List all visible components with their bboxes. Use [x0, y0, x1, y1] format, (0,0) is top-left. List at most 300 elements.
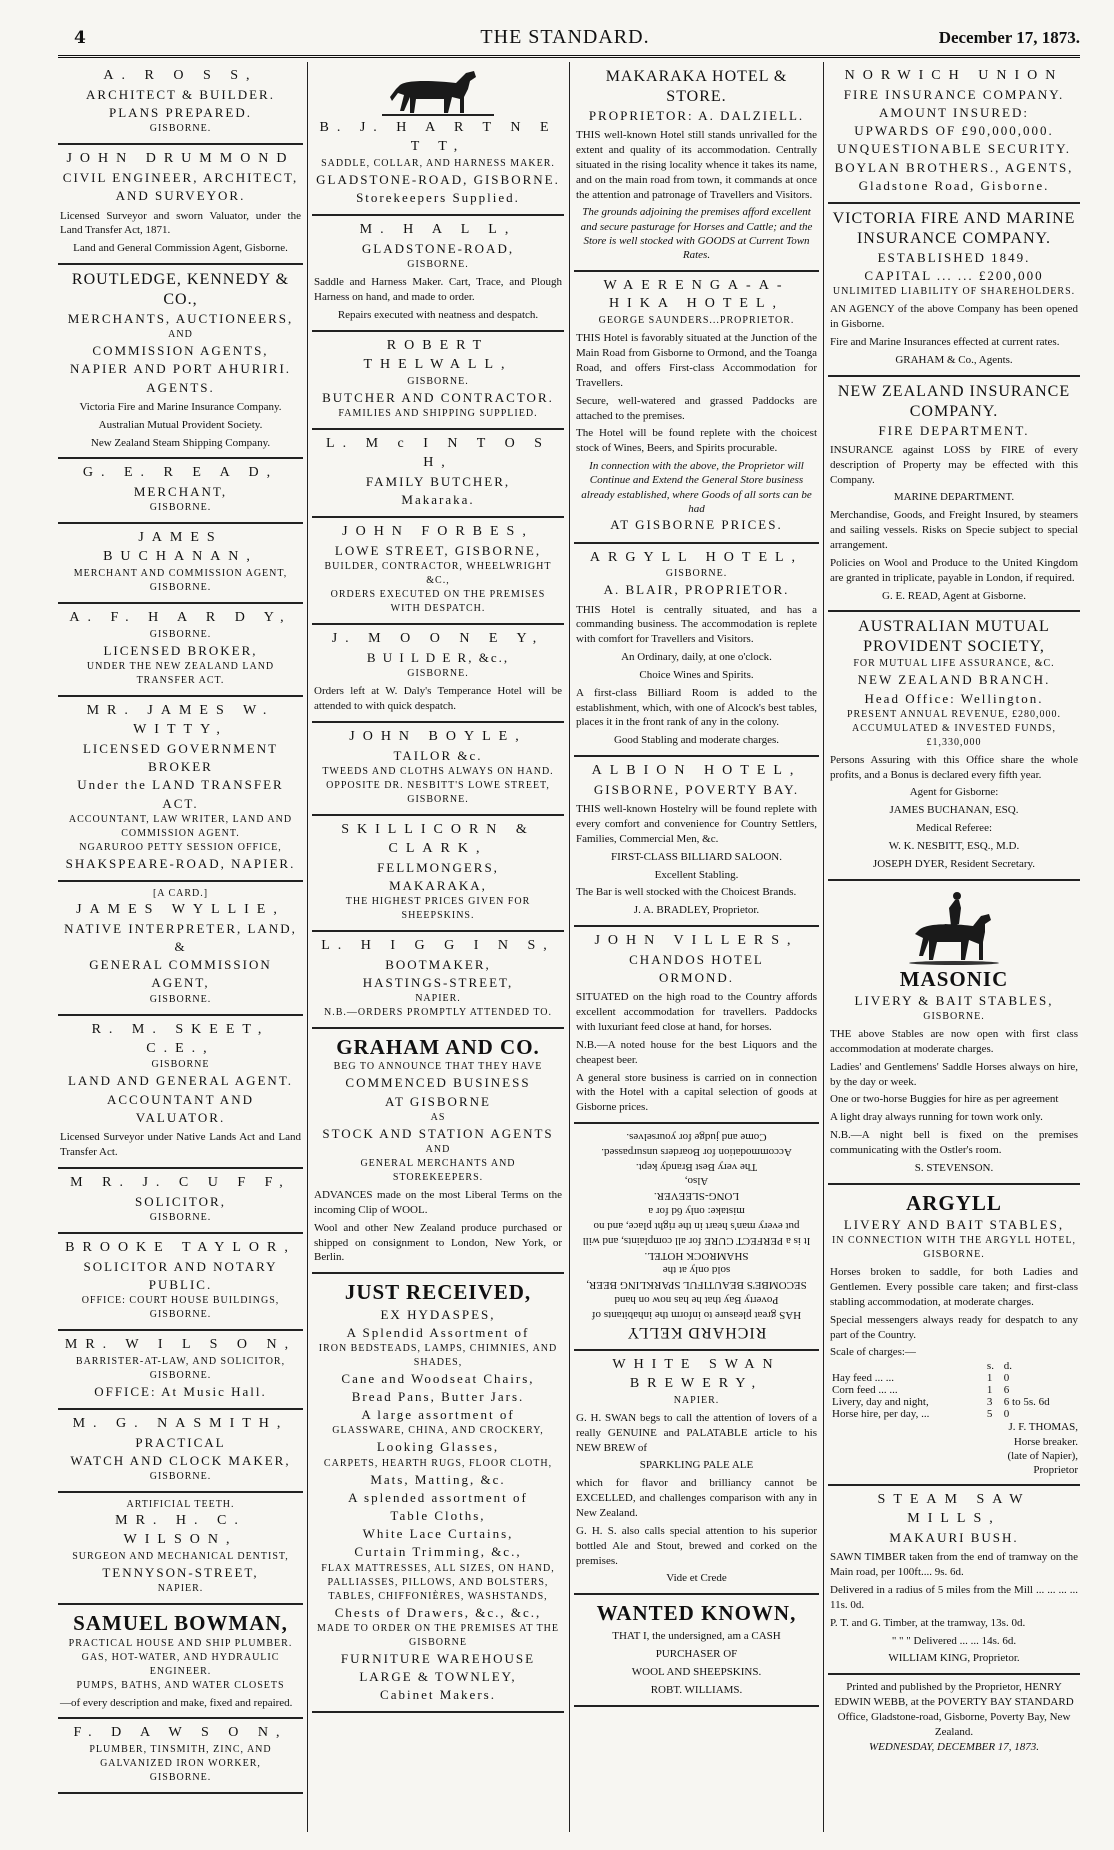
ad-paragraph: Vide et Crede: [666, 1572, 727, 1585]
ad-line: UNLIMITED LIABILITY OF SHAREHOLDERS.: [832, 286, 1076, 298]
charges-cell: Horse hire, per day, ...: [832, 1408, 930, 1421]
advertisement: [574, 544, 819, 758]
ad-line: PUMPS, BATHS, AND WATER CLOSETS: [76, 1679, 285, 1691]
ad-line: FIRE DEPARTMENT.: [878, 422, 1030, 438]
ad-line: UNDER THE NEW ZEALAND LAND TRANSFER ACT.: [86, 661, 275, 687]
ad-paragraph: Excellent Stabling.: [654, 868, 739, 881]
ad-paragraph: Policies on Wool and Produce to the United Kingdom are granted in triplicate, payable in London, if required.: [830, 556, 1078, 584]
advertisement: [828, 1486, 1080, 1675]
advertisement: [312, 723, 564, 816]
ad-heading: R. M. SKEET, C.E.,: [91, 1021, 270, 1056]
ad-heading: L. H I G G I N S,: [321, 937, 555, 953]
ad-line: LICENSED GOVERNMENT BROKER: [82, 741, 279, 775]
horse-engraving: [378, 67, 498, 119]
ad-heading: JAMES WYLLIE,: [76, 902, 285, 917]
ad-line: GISBORNE: [408, 1636, 467, 1648]
advertisement: [58, 1605, 303, 1719]
ad-paragraph: THAT I, the undersigned, am a CASH: [612, 1630, 781, 1643]
ad-paragraph: Persons Assuring with this Office share the whole profits, and a Bonus is declared every fifth year.: [830, 753, 1078, 781]
ad-line: TABLES, CHIFFONIÈRES, WASHSTANDS,: [328, 1590, 548, 1602]
ad-line: UPWARDS OF £90,000,000.: [854, 123, 1054, 139]
ad-paragraph: Victoria Fire and Marine Insurance Company.: [79, 400, 282, 413]
ad-line: ORMOND.: [658, 970, 735, 986]
ad-heading: WAERENGA-A-HIKA HOTEL,: [603, 277, 790, 312]
ad-heading: ARGYLL HOTEL,: [589, 549, 804, 565]
column-rule: [569, 62, 570, 1832]
ad-line: Bread Pans, Butter Jars.: [351, 1389, 525, 1405]
ad-line: SURGEON AND MECHANICAL DENTIST,: [72, 1551, 289, 1563]
ad-heading: A. R O S S,: [103, 68, 258, 83]
ad-heading: L. M c I N T O S H,: [326, 435, 550, 470]
ad-line: OFFICE: At Music Hall.: [94, 1383, 267, 1399]
ad-line: GISBORNE.: [149, 582, 212, 594]
charges-row: [830, 1372, 1078, 1384]
advertisement: [574, 927, 819, 1124]
charges-row: [830, 1408, 1078, 1420]
ad-heading: ROBERT THELWALL,: [363, 337, 513, 372]
ad-heading: A. F. H A R D Y,: [69, 610, 292, 626]
ad-line: NEW ZEALAND BRANCH.: [857, 672, 1051, 688]
ad-paragraph: N.B.—A noted house for the best Liquors and the cheapest beer.: [576, 1038, 817, 1066]
ad-italic-note: In connection with the above, the Proprietor will Continue and Extend the General Store business already established, where Goods of all sorts can be had: [581, 460, 812, 516]
ad-line: MERCHANTS, AUCTIONEERS,: [67, 311, 294, 327]
advertisement: [58, 882, 303, 1016]
ad-paragraph: It is a PERFECT CURE for all complaints, and will put every man's heart in the right place, and no mistake: only 6d for a: [582, 1205, 811, 1247]
ad-paragraph: Medical Referee:: [915, 822, 993, 835]
ad-line: PLUMBER, TINSMITH, ZINC, AND GALVANIZED IRON WORKER,: [89, 1744, 272, 1770]
ad-line: LARGE & TOWNLEY,: [359, 1668, 517, 1684]
ad-paragraph: THIS well-known Hotel still stands unrivalled for the extent and quality of its accommodation. Centrally situated in the rising locality whence it takes its name, and on the main road from town, it commands at once the attention and patronage of Travellers and Visitors.: [576, 129, 817, 201]
advertisement: [574, 1351, 819, 1595]
ad-line: BOYLAN BROTHERS., AGENTS,: [834, 159, 1074, 175]
ad-heading: MR. W I L S O N,: [64, 1337, 297, 1353]
ad-heading: SKILLICORN & CLARK,: [341, 821, 535, 856]
advertisement: [58, 1719, 303, 1794]
advertisement: [58, 697, 303, 882]
ad-heading: BROOKE TAYLOR,: [65, 1239, 296, 1255]
advertisement: [312, 216, 564, 332]
ad-paragraph: Land and General Commission Agent, Gisborne.: [73, 242, 288, 255]
ad-line: PLANS PREPARED.: [109, 105, 252, 121]
ad-line: NAPIER AND PORT AHURIRI.: [69, 361, 292, 377]
ad-line: GISBORNE.: [923, 1249, 985, 1261]
ad-paragraph: SITUATED on the high road to the Country affords excellent accommodation for travellers. Paddocks with luxuriant feed close at hand, for horses.: [576, 991, 817, 1034]
ad-line: GLADSTONE-ROAD, GISBORNE.: [316, 171, 560, 187]
ad-line: PRACTICAL HOUSE AND SHIP PLUMBER.: [68, 1637, 293, 1649]
ad-line: FLAX MATTRESSES, ALL SIZES, ON HAND,: [321, 1562, 555, 1574]
ad-paragraph: ROBT. WILLIAMS.: [650, 1683, 743, 1696]
charges-cell: 6 to 5s. 6d: [1003, 1396, 1050, 1409]
ad-line: GISBORNE.: [149, 629, 212, 641]
ad-line: ACCOUNTANT AND VALUATOR.: [107, 1091, 254, 1125]
ad-heading: VICTORIA FIRE AND MARINE INSURANCE COMPANY.: [832, 210, 1076, 248]
ad-line: OPPOSITE DR. NESBITT'S LOWE STREET, GISBORNE.: [326, 779, 550, 805]
ad-line: ESTABLISHED 1849.: [877, 250, 1031, 266]
advertisement: [58, 1234, 303, 1331]
ad-line: TWEEDS AND CLOTHS ALWAYS ON HAND.: [322, 765, 554, 777]
ad-line: UNQUESTIONABLE SECURITY.: [836, 141, 1072, 157]
ad-paragraph: THIS Hotel is centrally situated, and has a commanding business. The accommodation is replete with comfort for Travellers and Visitors.: [576, 603, 817, 646]
ad-line: MERCHANT,: [133, 484, 228, 500]
ad-line: A Splendid Assortment of: [346, 1324, 530, 1340]
advertisement: [312, 816, 564, 932]
advertisement: [828, 377, 1080, 613]
ad-heading: WANTED KNOWN,: [596, 1601, 797, 1626]
ad-line: TENNYSON-STREET,: [102, 1565, 259, 1581]
ad-paragraph: LONG-SLEEVER.: [653, 1190, 740, 1203]
ad-paragraph: Wool and other New Zealand produce purchased or shipped on consignment to London, New York, or Berlin.: [314, 1221, 562, 1264]
ad-line: LIVERY AND BAIT STABLES,: [843, 1216, 1065, 1232]
ad-line: Storekeepers Supplied.: [356, 189, 520, 205]
ad-line: PRESENT ANNUAL REVENUE, £280,000.: [846, 708, 1062, 720]
ad-paragraph: G. H. S. also calls special attention to his superior bottled Ale and Stout, brewed and corked on the premises.: [576, 1524, 817, 1567]
charges-cell: 1: [986, 1384, 993, 1397]
ad-paragraph: INSURANCE against LOSS by FIRE of every description of Property may be effected with this Company.: [830, 443, 1078, 486]
ad-line: Cabinet Makers.: [380, 1687, 496, 1703]
ad-signature: Proprietor: [1033, 1464, 1078, 1477]
ad-line: GISBORNE: [151, 1059, 210, 1071]
column-rule: [823, 62, 824, 1832]
ad-line: Gladstone Road, Gisborne.: [858, 177, 1050, 193]
column-1: [58, 62, 303, 1832]
ad-line: GAS, HOT-WATER, AND HYDRAULIC ENGINEER.: [81, 1651, 280, 1677]
newspaper-title: THE STANDARD.: [480, 26, 650, 48]
ad-line: PALLIASSES, PILLOWS, AND BOLSTERS,: [327, 1576, 549, 1588]
ad-line: ACCUMULATED & INVESTED FUNDS, £1,330,000: [851, 722, 1056, 748]
page-number: 4: [74, 28, 86, 48]
ad-paragraph: Good Stabling and moderate charges.: [613, 734, 780, 747]
ad-line: MAKAURI BUSH.: [889, 1530, 1019, 1546]
ad-line: FAMILY BUTCHER,: [365, 473, 511, 489]
ad-line: GISBORNE.: [923, 1011, 985, 1023]
advertisement: [574, 62, 819, 272]
charges-cell: 0: [1003, 1408, 1010, 1421]
ad-paragraph: SHAMROCK HOTEL.: [644, 1249, 749, 1262]
ad-line: Looking Glasses,: [376, 1439, 500, 1455]
ad-line: TAILOR &c.: [393, 747, 483, 763]
advertisement: [312, 430, 564, 518]
ad-line: IN CONNECTION WITH THE ARGYLL HOTEL,: [831, 1235, 1077, 1247]
ad-heading: JOHN BOYLE,: [349, 728, 527, 744]
charges-table: [830, 1360, 1078, 1420]
ad-line: CHANDOS HOTEL: [629, 952, 764, 968]
ad-paragraph: A light dray always running for town work only.: [830, 1111, 1043, 1124]
ad-paragraph: sold only at the: [662, 1264, 731, 1277]
charges-cell: Livery, day and night,: [832, 1396, 929, 1409]
ad-line: SADDLE, COLLAR, AND HARNESS MAKER.: [321, 157, 555, 169]
ad-heading: GRAHAM AND CO.: [336, 1035, 540, 1060]
imprint-line: Printed and published by the Proprietor, HENRY EDWIN WEBB, at the POVERTY BAY STANDARD Office, Gladstone-road, Gisborne, Poverty Bay, New Zealand.: [834, 1681, 1074, 1738]
charges-cell: 5: [986, 1408, 993, 1421]
ad-line: GISBORNE.: [149, 123, 212, 135]
ad-line: LIVERY & BAIT STABLES,: [854, 992, 1054, 1008]
advertisement: [574, 757, 819, 927]
charges-row: [830, 1384, 1078, 1396]
ad-line: B U I L D E R, &c.,: [366, 649, 510, 665]
ad-paragraph: Merchandise, Goods, and Freight Insured, by steamers and sailing vessels. Risks on Specie subject to special arrangement.: [830, 509, 1078, 552]
ad-line: AT GISBORNE PRICES.: [610, 517, 783, 533]
ad-paragraph: Licensed Surveyor under Native Lands Act and Land Transfer Act.: [60, 1130, 301, 1158]
unit-header: s.: [986, 1360, 994, 1373]
ad-paragraph: A general store business is carried on in connection with the Hotel with a capital selection of goods at Gisborne prices.: [576, 1071, 817, 1114]
ad-signature: (late of Napier),: [1007, 1449, 1078, 1462]
rider-engraving-box: [830, 886, 1078, 966]
ad-heading: G. E. R E A D,: [82, 465, 279, 481]
ad-line: Table Cloths,: [390, 1508, 486, 1524]
ad-line: NAPIER.: [157, 1583, 204, 1595]
ad-paragraph: G. H. SWAN begs to call the attention of lovers of a really GENUINE and PALATABLE article to his NEW BREW of: [576, 1411, 817, 1454]
ad-paragraph: Special messengers always ready for despatch to any part of the Country.: [830, 1313, 1078, 1341]
ad-line: Head Office: Wellington.: [864, 690, 1044, 706]
ad-paragraph: Australian Mutual Provident Society.: [98, 418, 263, 431]
ad-paragraph: THIS well-known Hostelry will be found replete with every comfort and convenience for Country Settlers, Families, Commercial Men, &c.: [576, 803, 817, 845]
ad-paragraph: JAMES BUCHANAN, ESQ.: [889, 804, 1019, 817]
advertisement: [58, 1169, 303, 1234]
ad-line: GLADSTONE-ROAD,: [361, 241, 515, 257]
ad-paragraph: Accommodation for Boarders unsurpassed.: [601, 1145, 792, 1158]
ad-line: NAPIER.: [415, 993, 461, 1005]
ad-paragraph: THE above Stables are now open with first class accommodation at moderate charges.: [830, 1028, 1078, 1055]
ad-line: FELLMONGERS,: [377, 859, 499, 875]
ad-line: AND SURVEYOR.: [115, 188, 246, 204]
ad-line: MERCHANT AND COMMISSION AGENT,: [73, 568, 288, 580]
ad-heading: SAMUEL BOWMAN,: [73, 1611, 288, 1636]
ad-line: IRON BEDSTEADS, LAMPS, CHIMNIES, AND SHADES,: [318, 1342, 558, 1368]
ad-paragraph: P. T. and G. Timber, at the tramway, 13s. 0d.: [830, 1616, 1026, 1629]
masthead-rule: [58, 55, 1080, 58]
ad-preheading: ARTIFICIAL TEETH.: [126, 1499, 235, 1511]
advertisement: [58, 145, 303, 265]
ad-line: GENERAL MERCHANTS AND STOREKEEPERS.: [360, 1158, 516, 1184]
ad-line: BUTCHER AND CONTRACTOR.: [322, 389, 554, 405]
ad-line: ARCHITECT & BUILDER.: [86, 86, 275, 102]
advertisement: [312, 62, 564, 216]
ad-line: GISBORNE.: [149, 1772, 212, 1784]
ad-line: Curtain Trimming, &c.,: [354, 1544, 522, 1560]
ad-paragraph: Choice Wines and Spirits.: [639, 668, 754, 681]
ad-line: GISBORNE.: [149, 502, 212, 514]
ad-line: FIRE INSURANCE COMPANY.: [843, 86, 1065, 102]
ad-line: SOLICITOR,: [135, 1193, 226, 1209]
advertisement: [828, 62, 1080, 204]
advertisement: [312, 518, 564, 625]
ad-heading: B. J. H A R T N E T T,: [319, 120, 557, 154]
advertisement: [574, 1124, 819, 1351]
column-rule: [307, 62, 308, 1832]
ad-heading: ROUTLEDGE, KENNEDY & CO.,: [71, 271, 290, 309]
ad-line: NATIVE INTERPRETER, LAND, &: [64, 920, 297, 955]
ad-line: MADE TO ORDER ON THE PREMISES AT THE: [316, 1622, 560, 1634]
advertisement: [58, 265, 303, 459]
ad-line: EX HYDASPES,: [380, 1306, 496, 1322]
ad-heading: ARGYLL: [906, 1190, 1002, 1215]
advertisement: [828, 1675, 1080, 1761]
advertisement: [828, 1185, 1080, 1487]
ad-line: NAPIER.: [673, 1394, 720, 1406]
ad-paragraph: SECOMBE'S BEAUTIFUL SPARKLING BEER,: [586, 1279, 807, 1292]
column-3: [574, 62, 819, 1832]
ad-heading: M. H A L L,: [359, 222, 517, 238]
charges-cell: Hay feed ... ...: [832, 1372, 895, 1385]
ad-line: Cane and Woodseat Chairs,: [341, 1370, 535, 1386]
column-2: [312, 62, 564, 1832]
ad-paragraph: PURCHASER OF: [655, 1648, 738, 1661]
ad-paragraph: —of every description and make, fixed and repaired.: [60, 1696, 293, 1709]
ad-line: AT GISBORNE: [385, 1093, 491, 1109]
ad-paragraph: New Zealand Steam Shipping Company.: [90, 436, 271, 449]
ad-paragraph: GRAHAM & Co., Agents.: [895, 353, 1013, 366]
advertisement: [58, 459, 303, 524]
ad-paragraph: W. K. NESBITT, ESQ., M.D.: [888, 839, 1020, 852]
charges-cell: 6: [1003, 1384, 1010, 1397]
ad-line: COMMISSION AGENTS,: [92, 343, 269, 359]
ad-heading: MAKARAKA HOTEL & STORE.: [605, 68, 788, 105]
ad-line: ACCOUNTANT, LAW WRITER, LAND AND COMMISSION AGENT.: [68, 813, 293, 839]
ad-line: COMMENCED BUSINESS: [345, 1075, 531, 1091]
ad-line: BARRISTER-AT-LAW, AND SOLICITOR,: [75, 1355, 286, 1367]
ad-heading: M R. J. C U F F,: [70, 1174, 291, 1190]
ad-paragraph: One or two-horse Buggies for hire as per agreement: [830, 1093, 1059, 1106]
horse-engraving-box: [314, 67, 562, 119]
advertisement: [828, 612, 1080, 880]
ad-line: Makaraka.: [401, 491, 475, 507]
advertisement: [574, 1595, 819, 1707]
ad-line: A splended assortment of: [348, 1489, 528, 1505]
ad-paragraph: HAS great pleasure to inform the inhabitants of Poverty Bay that he has now on hand: [591, 1294, 802, 1322]
ad-paragraph: which for flavor and brilliancy cannot be EXCELLED, and challenges comparison with any in New Zealand.: [576, 1477, 817, 1519]
ad-paragraph: S. STEVENSON.: [914, 1161, 994, 1174]
ad-paragraph: ADVANCES made on the most Liberal Terms on the incoming Clip of WOOL.: [314, 1189, 562, 1216]
ad-paragraph: " " " Delivered ... ... 14s. 6d.: [891, 1634, 1017, 1647]
imprint-line: WEDNESDAY, DECEMBER 17, 1873.: [868, 1740, 1040, 1753]
advertisement: [828, 204, 1080, 377]
ad-line: AS: [430, 1111, 446, 1123]
ad-line: THE HIGHEST PRICES GIVEN FOR SHEEPSKINS.: [345, 895, 531, 921]
ad-line: BOOTMAKER,: [385, 956, 491, 972]
advertisement: [312, 1274, 564, 1713]
ad-signature: Horse breaker.: [1013, 1435, 1078, 1448]
ad-line: CARPETS, HEARTH RUGS, FLOOR CLOTH,: [323, 1457, 553, 1469]
ad-line: GISBORNE.: [149, 1369, 212, 1381]
ad-paragraph: AN AGENCY of the above Company has been opened in Gisborne.: [830, 303, 1078, 331]
ad-line: STOCK AND STATION AGENTS: [322, 1125, 554, 1141]
ad-heading: AUSTRALIAN MUTUAL PROVIDENT SOCIETY,: [858, 618, 1050, 656]
advertisement: [58, 1331, 303, 1410]
ad-heading: WHITE SWAN BREWERY,: [612, 1357, 781, 1392]
ad-paragraph: Also,: [684, 1175, 709, 1188]
advertisement: [574, 272, 819, 544]
ad-line: AMOUNT INSURED:: [878, 105, 1029, 121]
ad-heading: MASONIC: [899, 966, 1009, 991]
ad-line: AGENTS.: [146, 379, 215, 395]
ad-italic-note: The grounds adjoining the premises afford excellent and secure pasturage for Horses and Cattle; and the Store is well stocked with GOODS at Current Town Rates.: [580, 206, 813, 262]
ad-heading: MR. H. C. WILSON,: [115, 1513, 246, 1548]
ad-line: SHAKSPEARE-ROAD, NAPIER.: [65, 855, 296, 871]
ad-paragraph: A first-class Billiard Room is added to the establishment, which, with one of Alcock's best tables, places it in the front rank of any in the colony.: [576, 686, 817, 729]
advertisement: [312, 332, 564, 430]
ad-heading: JOHN FORBES,: [342, 523, 534, 539]
ad-heading: RICHARD KELLY: [626, 1324, 767, 1342]
ad-line: Chests of Drawers, &c., &c.,: [334, 1604, 542, 1620]
ad-paragraph: MARINE DEPARTMENT.: [893, 491, 1015, 504]
ad-line: A. BLAIR, PROPRIETOR.: [603, 582, 790, 598]
ad-line: GEORGE SAUNDERS...PROPRIETOR.: [598, 315, 795, 327]
ad-paragraph: The Bar is well stocked with the Choicest Brands.: [576, 886, 797, 899]
ad-line: ORDERS EXECUTED ON THE PREMISES WITH DESPATCH.: [330, 588, 546, 614]
charges-row: [830, 1396, 1078, 1408]
ad-line: NGARUROO PETTY SESSION OFFICE,: [79, 841, 282, 853]
ad-paragraph: Agent for Gisborne:: [909, 786, 999, 799]
advertisement: [58, 1016, 303, 1169]
ad-paragraph: Fire and Marine Insurances effected at current rates.: [830, 336, 1060, 349]
advertisement: [58, 604, 303, 697]
ad-line: LICENSED BROKER,: [103, 643, 258, 659]
ad-paragraph: Orders left at W. Daly's Temperance Hotel will be attended to with quick despatch.: [314, 685, 562, 712]
ad-line: GISBORNE.: [665, 568, 728, 580]
ad-line: CIVIL ENGINEER, ARCHITECT,: [62, 170, 299, 186]
ad-paragraph: Licensed Surveyor and sworn Valuator, under the Land Transfer Act, 1871.: [60, 209, 301, 237]
advertisement: [312, 625, 564, 723]
ad-paragraph: Come and judge for yourselves.: [626, 1131, 767, 1144]
ad-paragraph: SPARKLING PALE ALE: [639, 1459, 754, 1472]
ad-paragraph: THIS Hotel is favorably situated at the Junction of the Main Road from Gisborne to Ormond, and the Toanga Road, and offers First-class Accommodation for Travellers.: [576, 332, 817, 389]
ad-paragraph: Horses broken to saddle, for both Ladies and Gentlemen. Every possible care taken; and first-class stabling accommodation, at moderate charges.: [830, 1266, 1078, 1308]
ad-line: LAND AND GENERAL AGENT.: [67, 1073, 294, 1089]
ad-line: PRACTICAL: [135, 1434, 226, 1450]
ad-paragraph: Delivered in a radius of 5 miles from the Mill ... ... ... ... 11s. 0d.: [830, 1584, 1078, 1611]
ad-heading: MR. JAMES W. WITTY,: [86, 703, 275, 738]
ad-line: Mats, Matting, &c.: [370, 1471, 506, 1487]
ad-line: GENERAL COMMISSION AGENT,: [89, 957, 272, 991]
ad-preheading: [A CARD.]: [152, 888, 209, 899]
ad-line: WATCH AND CLOCK MAKER,: [70, 1453, 291, 1469]
ad-line: AND: [168, 329, 193, 341]
inverted-advertisement: [576, 1129, 817, 1342]
ad-line: MAKARAKA,: [389, 877, 487, 893]
charges-cell: 0: [1003, 1372, 1010, 1385]
issue-date: December 17, 1873.: [938, 28, 1080, 47]
ad-line: BEG TO ANNOUNCE THAT THEY HAVE: [333, 1061, 543, 1073]
ad-line: GISBORNE.: [407, 375, 469, 387]
column-4: [828, 62, 1080, 1832]
ad-line: FOR MUTUAL LIFE ASSURANCE, &C.: [853, 658, 1055, 670]
advertisement: [58, 524, 303, 604]
ad-line: HASTINGS-STREET,: [362, 975, 514, 991]
ad-line: SOLICITOR AND NOTARY PUBLIC.: [83, 1258, 278, 1292]
charges-cell: Corn feed ... ...: [832, 1384, 898, 1397]
ad-paragraph: The very Best Brandy kept.: [635, 1160, 758, 1173]
ad-heading: F. D A W S O N,: [73, 1725, 288, 1741]
advertisement: [58, 1493, 303, 1605]
ad-line: GLASSWARE, CHINA, AND CROCKERY,: [332, 1425, 544, 1437]
advertisement: [312, 932, 564, 1029]
ad-line: GISBORNE.: [149, 993, 212, 1005]
unit-header: d.: [1003, 1360, 1013, 1373]
ad-paragraph: Ladies' and Gentlemens' Saddle Horses always on hire, by the day or week.: [830, 1060, 1078, 1088]
ad-paragraph: G. E. READ, Agent at Gisborne.: [882, 589, 1026, 602]
ad-line: GISBORNE.: [407, 668, 469, 680]
charges-cell: 1: [986, 1372, 993, 1385]
ad-paragraph: JOSEPH DYER, Resident Secretary.: [872, 857, 1036, 870]
ad-line: FAMILIES AND SHIPPING SUPPLIED.: [338, 407, 538, 419]
ad-heading: NEW ZEALAND INSURANCE COMPANY.: [837, 382, 1071, 420]
ad-heading: M. G. NASMITH,: [72, 1416, 289, 1432]
ad-line: BUILDER, CONTRACTOR, WHEELWRIGHT &C.,: [324, 560, 552, 586]
masthead: [50, 24, 1080, 58]
ad-line: LOWE STREET, GISBORNE,: [334, 542, 542, 558]
ad-line: OFFICE: COURT HOUSE BUILDINGS, GISBORNE.: [81, 1295, 280, 1321]
ad-heading: JOHN VILLERS,: [594, 933, 799, 949]
